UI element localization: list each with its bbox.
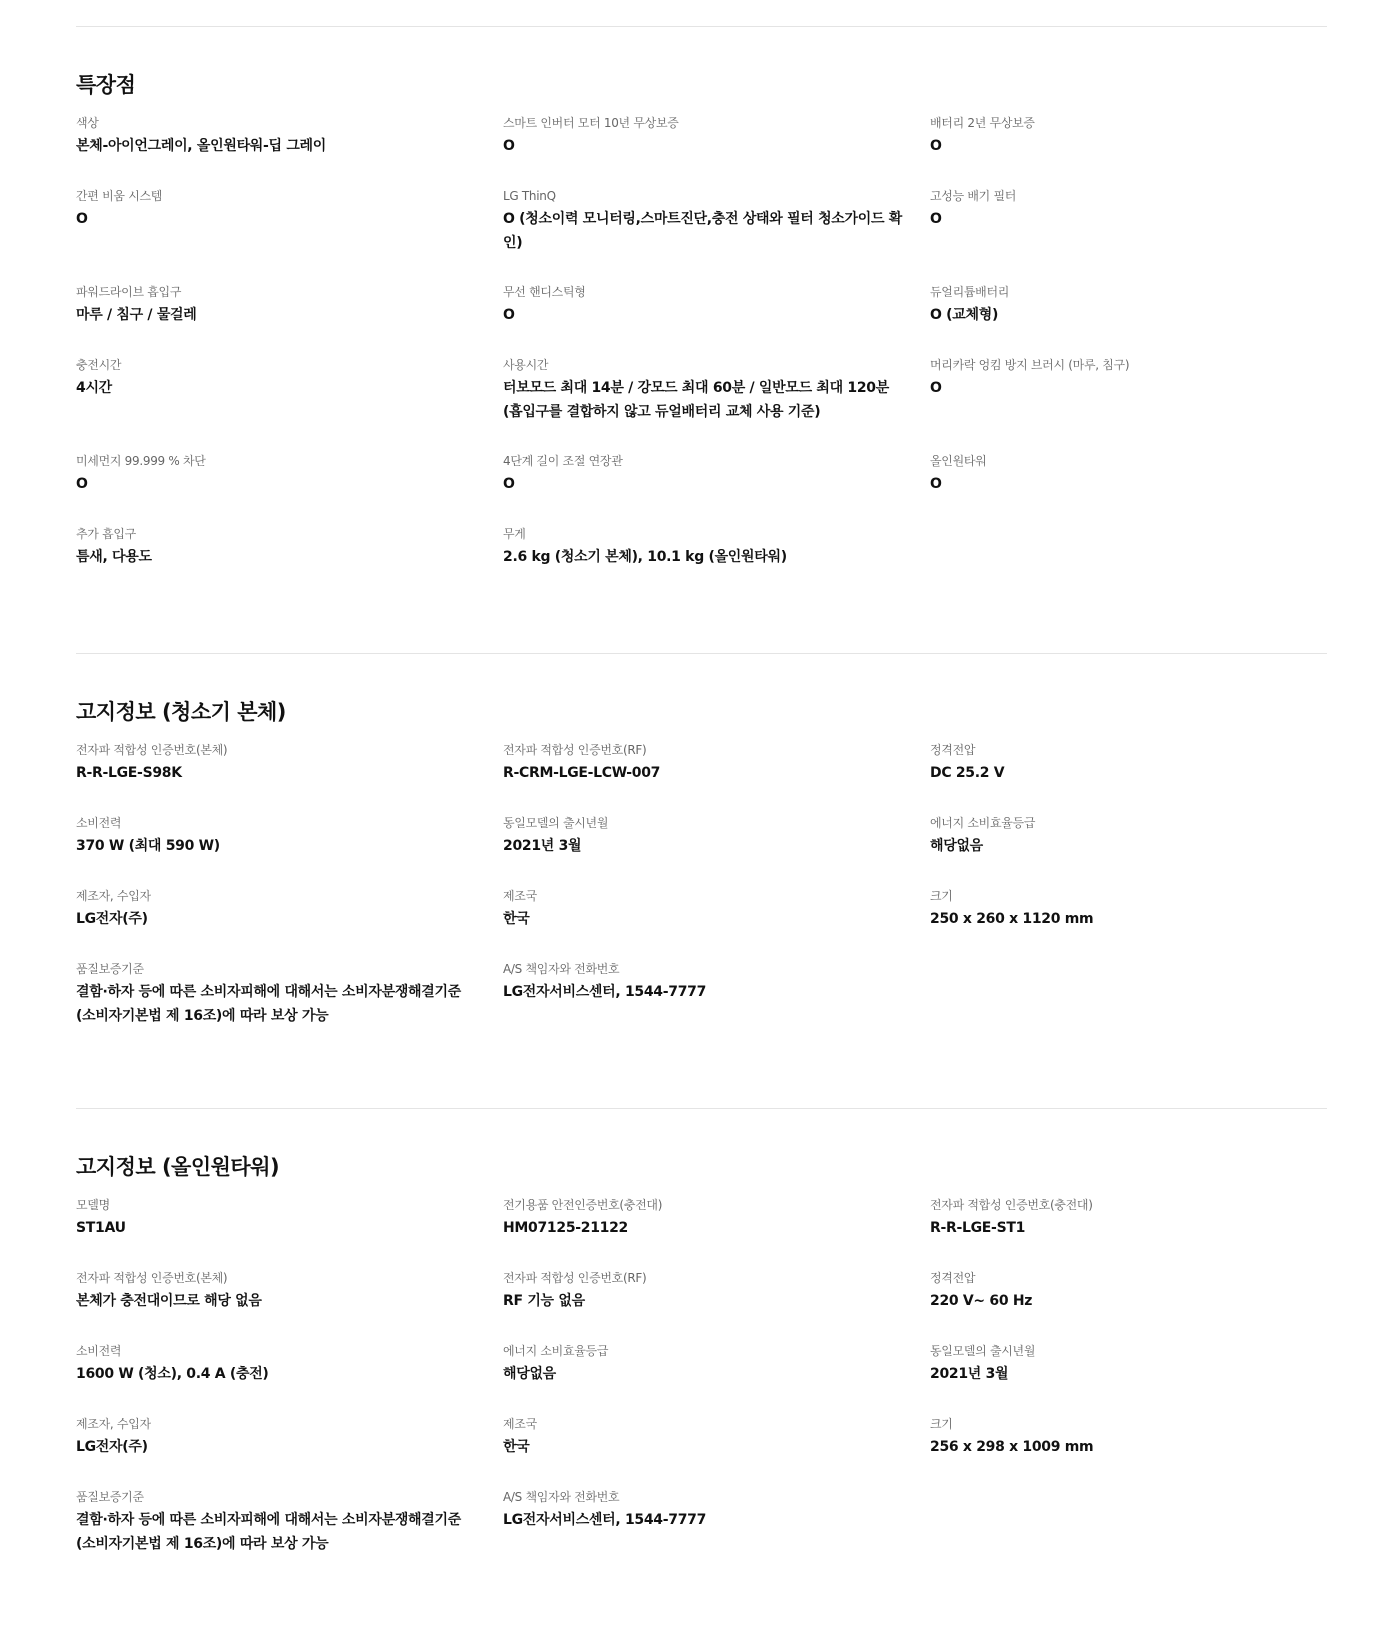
- spec-item: [930, 112, 1327, 185]
- spec-value: O: [76, 476, 88, 492]
- spec-value: 256 x 298 x 1009 mm: [930, 1439, 1094, 1455]
- spec-value: 해당없음: [503, 1366, 556, 1382]
- spec-label: 충전시간: [76, 358, 122, 372]
- spec-label: 크기: [930, 1417, 953, 1431]
- spec-item: [503, 1267, 930, 1340]
- spec-value: 1600 W (청소), 0.4 A (충전): [76, 1366, 269, 1382]
- spec-label: LG ThinQ: [503, 189, 556, 203]
- spec-label: 사용시간: [503, 358, 549, 372]
- spec-value: 220 V~ 60 Hz: [930, 1293, 1033, 1309]
- spec-item: [930, 1194, 1327, 1267]
- section-title: 고지정보 (올인원타워): [76, 1155, 280, 1179]
- spec-label: 전자파 적합성 인증번호(본체): [76, 1271, 228, 1285]
- spec-value: ST1AU: [76, 1220, 126, 1236]
- spec-label: 무선 핸디스틱형: [503, 285, 586, 299]
- features-section: [76, 70, 1327, 596]
- spec-item: [503, 1486, 930, 1582]
- spec-grid: [76, 112, 1327, 596]
- spec-value: R-R-LGE-ST1: [930, 1220, 1026, 1236]
- spec-label: 제조자, 수입자: [76, 889, 151, 903]
- spec-item: [503, 450, 930, 523]
- spec-label: 추가 흡입구: [76, 527, 136, 541]
- spec-value: 한국: [503, 911, 530, 927]
- spec-item: [503, 1194, 930, 1267]
- spec-value: O (청소이력 모니터링,스마트진단,충전 상태와 필터 청소가이드 확인): [503, 211, 903, 251]
- spec-label: 전자파 적합성 인증번호(충전대): [930, 1198, 1093, 1212]
- spec-label: 정격전압: [930, 743, 976, 757]
- spec-value: O: [930, 211, 942, 227]
- spec-item: [76, 450, 503, 523]
- spec-item: [930, 1340, 1327, 1413]
- section-title: 특장점: [76, 73, 136, 97]
- spec-label: 고성능 배기 필터: [930, 189, 1017, 203]
- spec-item: [930, 1413, 1327, 1486]
- spec-value: O: [76, 211, 88, 227]
- spec-value: O: [930, 138, 942, 154]
- spec-value: LG전자서비스센터, 1544-7777: [503, 984, 707, 1000]
- spec-item: [503, 812, 930, 885]
- spec-value: 2.6 kg (청소기 본체), 10.1 kg (올인원타워): [503, 549, 787, 565]
- spec-value: LG전자(주): [76, 911, 148, 927]
- spec-item: [76, 1340, 503, 1413]
- spec-label: 머리카락 엉킴 방지 브러시 (마루, 침구): [930, 358, 1130, 372]
- spec-value: R-CRM-LGE-LCW-007: [503, 765, 661, 781]
- spec-item: [76, 523, 503, 596]
- spec-grid: [76, 1194, 1327, 1582]
- spec-item: [503, 354, 930, 450]
- spec-label: 듀얼리튬배터리: [930, 285, 1010, 299]
- spec-item: [76, 112, 503, 185]
- spec-value: O (교체형): [930, 307, 999, 323]
- spec-value: 터보모드 최대 14분 / 강모드 최대 60분 / 일반모드 최대 120분 (흡입구를 결합하지 않고 듀얼배터리 교체 사용 기준): [503, 380, 889, 420]
- spec-item: [930, 354, 1327, 450]
- spec-item: [76, 812, 503, 885]
- spec-value: 370 W (최대 590 W): [76, 838, 220, 854]
- spec-item: [930, 281, 1327, 354]
- spec-label: 전자파 적합성 인증번호(RF): [503, 1271, 647, 1285]
- section-title: 고지정보 (청소기 본체): [76, 700, 286, 724]
- notice-tower-section: [76, 1152, 1327, 1582]
- spec-value: HM07125-21122: [503, 1220, 628, 1236]
- spec-label: A/S 책임자와 전화번호: [503, 962, 620, 976]
- spec-value: 한국: [503, 1439, 530, 1455]
- spec-label: 품질보증기준: [76, 1490, 144, 1504]
- spec-label: 제조국: [503, 1417, 537, 1431]
- spec-label: 소비전력: [76, 1344, 122, 1358]
- spec-label: 모델명: [76, 1198, 110, 1212]
- spec-label: 미세먼지 99.999 % 차단: [76, 454, 206, 468]
- notice-vacuum-section: [76, 697, 1327, 1054]
- spec-value: RF 기능 없음: [503, 1293, 585, 1309]
- spec-item: [76, 1486, 503, 1582]
- spec-label: A/S 책임자와 전화번호: [503, 1490, 620, 1504]
- spec-label: 4단계 길이 조절 연장관: [503, 454, 623, 468]
- spec-label: 스마트 인버터 모터 10년 무상보증: [503, 116, 679, 130]
- spec-label: 간편 비움 시스템: [76, 189, 163, 203]
- spec-label: 정격전압: [930, 1271, 976, 1285]
- divider: [76, 26, 1327, 27]
- divider: [76, 1108, 1327, 1109]
- spec-value: O: [503, 476, 515, 492]
- spec-item: [76, 958, 503, 1054]
- spec-label: 제조자, 수입자: [76, 1417, 151, 1431]
- spec-value: 본체-아이언그레이, 올인원타워-딥 그레이: [76, 138, 326, 154]
- spec-item: [503, 958, 930, 1054]
- spec-value: 4시간: [76, 380, 112, 396]
- spec-value: LG전자서비스센터, 1544-7777: [503, 1512, 707, 1528]
- spec-value: DC 25.2 V: [930, 765, 1005, 781]
- spec-item: [930, 450, 1327, 523]
- spec-item: [503, 885, 930, 958]
- spec-item: [76, 1267, 503, 1340]
- spec-label: 소비전력: [76, 816, 122, 830]
- spec-item: [503, 281, 930, 354]
- spec-item: [76, 354, 503, 450]
- spec-item: [503, 739, 930, 812]
- spec-label: 무게: [503, 527, 526, 541]
- spec-item: [76, 185, 503, 281]
- spec-item: [76, 1194, 503, 1267]
- spec-label: 파워드라이브 흡입구: [76, 285, 182, 299]
- spec-value: 2021년 3월: [930, 1366, 1009, 1382]
- spec-item: [930, 1267, 1327, 1340]
- spec-label: 에너지 소비효율등급: [930, 816, 1036, 830]
- spec-value: 2021년 3월: [503, 838, 582, 854]
- spec-value: LG전자(주): [76, 1439, 148, 1455]
- spec-value: 본체가 충전대이므로 해당 없음: [76, 1293, 262, 1309]
- spec-item: [503, 1340, 930, 1413]
- spec-value: O: [930, 380, 942, 396]
- divider: [76, 653, 1327, 654]
- spec-grid: [76, 739, 1327, 1054]
- spec-item: [76, 739, 503, 812]
- spec-item: [76, 1413, 503, 1486]
- spec-item: [503, 185, 930, 281]
- spec-value: O: [503, 307, 515, 323]
- spec-label: 품질보증기준: [76, 962, 144, 976]
- spec-value: 250 x 260 x 1120 mm: [930, 911, 1094, 927]
- spec-label: 색상: [76, 116, 99, 130]
- spec-item: [503, 112, 930, 185]
- spec-item: [930, 185, 1327, 281]
- spec-item: [930, 812, 1327, 885]
- spec-item: [503, 523, 930, 596]
- spec-value: 결함·하자 등에 따른 소비자피해에 대해서는 소비자분쟁해결기준 (소비자기본법 제 16조)에 따라 보상 가능: [76, 984, 461, 1024]
- spec-label: 전기용품 안전인증번호(충전대): [503, 1198, 663, 1212]
- spec-label: 전자파 적합성 인증번호(RF): [503, 743, 647, 757]
- spec-item: [76, 281, 503, 354]
- spec-value: O: [930, 476, 942, 492]
- spec-value: 마루 / 침구 / 물걸레: [76, 307, 197, 323]
- spec-item: [76, 885, 503, 958]
- spec-label: 제조국: [503, 889, 537, 903]
- spec-value: R-R-LGE-S98K: [76, 765, 182, 781]
- spec-label: 동일모델의 출시년월: [503, 816, 609, 830]
- spec-label: 배터리 2년 무상보증: [930, 116, 1035, 130]
- spec-value: 결함·하자 등에 따른 소비자피해에 대해서는 소비자분쟁해결기준 (소비자기본법 제 16조)에 따라 보상 가능: [76, 1512, 461, 1552]
- spec-value: 해당없음: [930, 838, 983, 854]
- spec-label: 전자파 적합성 인증번호(본체): [76, 743, 228, 757]
- spec-label: 에너지 소비효율등급: [503, 1344, 609, 1358]
- spec-item: [930, 885, 1327, 958]
- spec-label: 올인원타워: [930, 454, 987, 468]
- spec-label: 크기: [930, 889, 953, 903]
- spec-value: 틈새, 다용도: [76, 549, 152, 565]
- spec-label: 동일모델의 출시년월: [930, 1344, 1036, 1358]
- spec-value: O: [503, 138, 515, 154]
- spec-item: [503, 1413, 930, 1486]
- spec-item: [930, 739, 1327, 812]
